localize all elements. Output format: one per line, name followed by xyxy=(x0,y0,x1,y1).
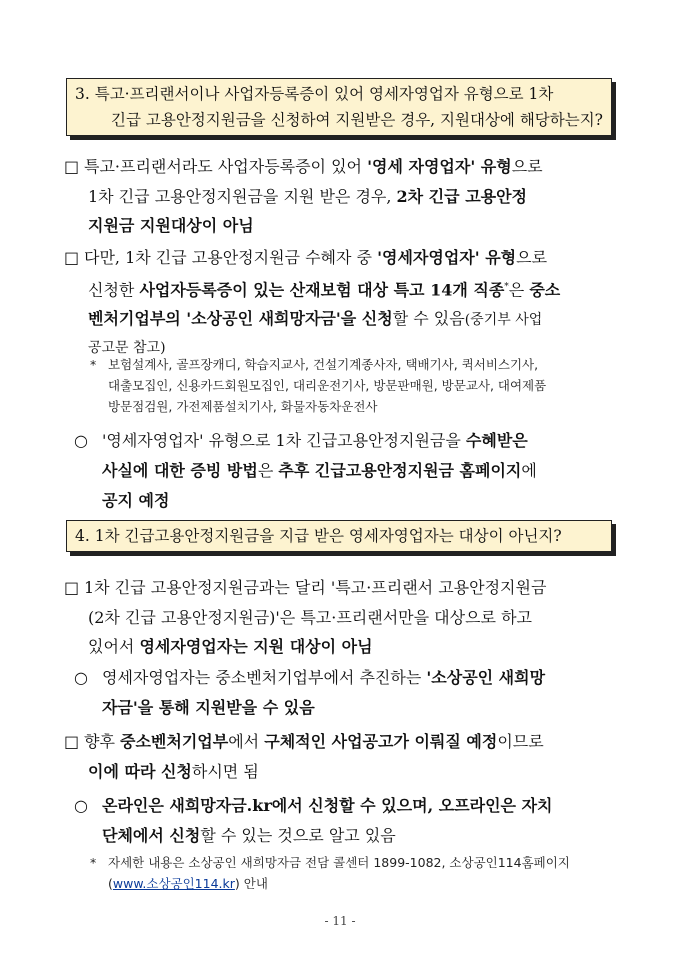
bold-text: 구체적인 사업공고가 이뤄질 예정 xyxy=(264,732,498,751)
bold-text: 이에 따라 신청 xyxy=(88,761,192,781)
homepage-link[interactable]: www.소상공인114.kr xyxy=(112,876,235,891)
text: 신청한 xyxy=(88,279,135,299)
text: 보험설계사, 골프장캐디, 학습지교사, 건설기계종사자, 택배기사, 퀵서비스기사, xyxy=(108,357,539,372)
answer-4-paragraph-1 xyxy=(64,573,614,662)
question-3-line1: 3. 특고·프리랜서이나 사업자등록증이 있어 영세자영업자 유형으로 1차 xyxy=(75,85,554,103)
asterisk-icon: * xyxy=(90,855,97,870)
text: 에서 xyxy=(228,732,260,751)
text: 은 xyxy=(508,279,525,299)
circle-bullet-icon: ○ xyxy=(74,796,88,815)
square-bullet-icon: □ xyxy=(64,248,80,267)
text: (2차 긴급 고용안정지원금)'은 특고·프리랜서만을 대상으로 하고 xyxy=(88,607,532,627)
square-bullet-icon: □ xyxy=(64,732,80,751)
bold-text: 추후 긴급고용안정지원금 홈페이지 xyxy=(278,461,522,480)
text: 할 수 있는 것으로 알고 있음 xyxy=(200,826,396,845)
text: 하시면 됨 xyxy=(191,761,259,781)
answer-3-paragraph-2 xyxy=(64,243,614,360)
answer-4-sub-item-1 xyxy=(74,663,614,723)
text: 안내 xyxy=(243,876,268,891)
text: 다만, 1차 긴급 고용안정지원금 수혜자 중 xyxy=(84,248,372,267)
text: 대출모집인, 신용카드회원모집인, 대리운전기사, 방문판매원, 방문교사, 대여제품 xyxy=(108,378,547,393)
text: 에 xyxy=(521,461,537,480)
bold-text: 수혜받은 xyxy=(465,431,528,450)
text: 향후 xyxy=(84,732,115,751)
bold-text: '영세자영업자' 유형 xyxy=(377,248,517,267)
asterisk-icon: * xyxy=(90,357,97,372)
text: 이므로 xyxy=(497,732,544,751)
footnote-occupations xyxy=(90,354,614,417)
bold-text: 중소벤처기업부 xyxy=(120,732,229,751)
bold-text: 영세자영업자는 지원 대상이 아님 xyxy=(139,637,373,656)
bold-text: 공지 예정 xyxy=(102,491,170,510)
text: 으로 xyxy=(511,157,543,176)
bold-text: 사업자등록증이 있는 산재보험 대상 특고 14개 직종 xyxy=(139,279,505,299)
text: ( xyxy=(108,876,113,891)
text: 특고·프리랜서라도 사업자등록증이 있어 xyxy=(84,157,363,176)
answer-3-sub-item xyxy=(74,426,614,516)
bold-text: 지원금 지원대상이 아님 xyxy=(88,216,254,235)
question-3-line2: 긴급 고용안정지원금을 신청하여 지원받은 경우, 지원대상에 해당하는지? xyxy=(111,111,603,129)
text: ) xyxy=(234,876,240,891)
text: 영세자영업자는 중소벤처기업부에서 추진하는 xyxy=(102,668,422,687)
answer-4-sub-item-2 xyxy=(74,791,614,851)
square-bullet-icon: □ xyxy=(64,157,80,176)
footnote-marker: * xyxy=(504,281,509,292)
text: 자세한 내용은 소상공인 새희망자금 전담 콜센터 1899-1082, 소상공인114홈페이지 xyxy=(108,855,570,870)
answer-3-paragraph-1 xyxy=(64,152,614,241)
bold-text: 벤처기업부의 '소상공인 새희망자금'을 신청 xyxy=(88,309,393,329)
text: 공고문 참고) xyxy=(88,339,166,356)
text: 은 xyxy=(257,461,274,480)
bold-text: 온라인은 새희망자금.kr에서 신청할 수 있으며, 오프라인은 자치 xyxy=(102,796,553,815)
question-box-3 xyxy=(66,78,612,136)
circle-bullet-icon: ○ xyxy=(74,431,88,450)
text: 할 수 있음 xyxy=(392,309,465,329)
question-4-line1: 4. 1차 긴급고용안정지원금을 지급 받은 영세자영업자는 대상이 아닌지? xyxy=(75,527,562,545)
bold-text: 2차 긴급 고용안정 xyxy=(396,186,528,206)
footnote-contact xyxy=(90,852,614,894)
bold-text: 사실에 대한 증빙 방법 xyxy=(102,461,258,480)
bold-text: '소상공인 새희망 xyxy=(426,668,546,687)
bold-text: 단체에서 신청 xyxy=(102,826,201,845)
text: 있어서 xyxy=(88,637,135,656)
bold-text: 자금'을 통해 지원받을 수 있음 xyxy=(102,698,315,717)
bold-text: 중소 xyxy=(529,279,561,299)
text: (중기부 사업 xyxy=(464,312,543,329)
text: 1차 긴급 고용안정지원금과는 달리 '특고·프리랜서 고용안정지원금 xyxy=(84,578,547,597)
bold-text: '영세 자영업자' 유형 xyxy=(367,157,512,176)
circle-bullet-icon: ○ xyxy=(74,668,88,687)
question-box-4 xyxy=(66,520,612,552)
square-bullet-icon: □ xyxy=(64,578,80,597)
answer-4-paragraph-2 xyxy=(64,727,614,786)
text: 으로 xyxy=(516,248,548,267)
text: 1차 긴급 고용안정지원금을 지원 받은 경우, xyxy=(88,186,392,206)
page-number: - 11 - xyxy=(324,914,356,928)
text: 방문점검원, 가전제품설치기사, 화물자동차운전사 xyxy=(108,399,378,414)
text: '영세자영업자' 유형으로 1차 긴급고용안정지원금을 xyxy=(102,431,461,450)
